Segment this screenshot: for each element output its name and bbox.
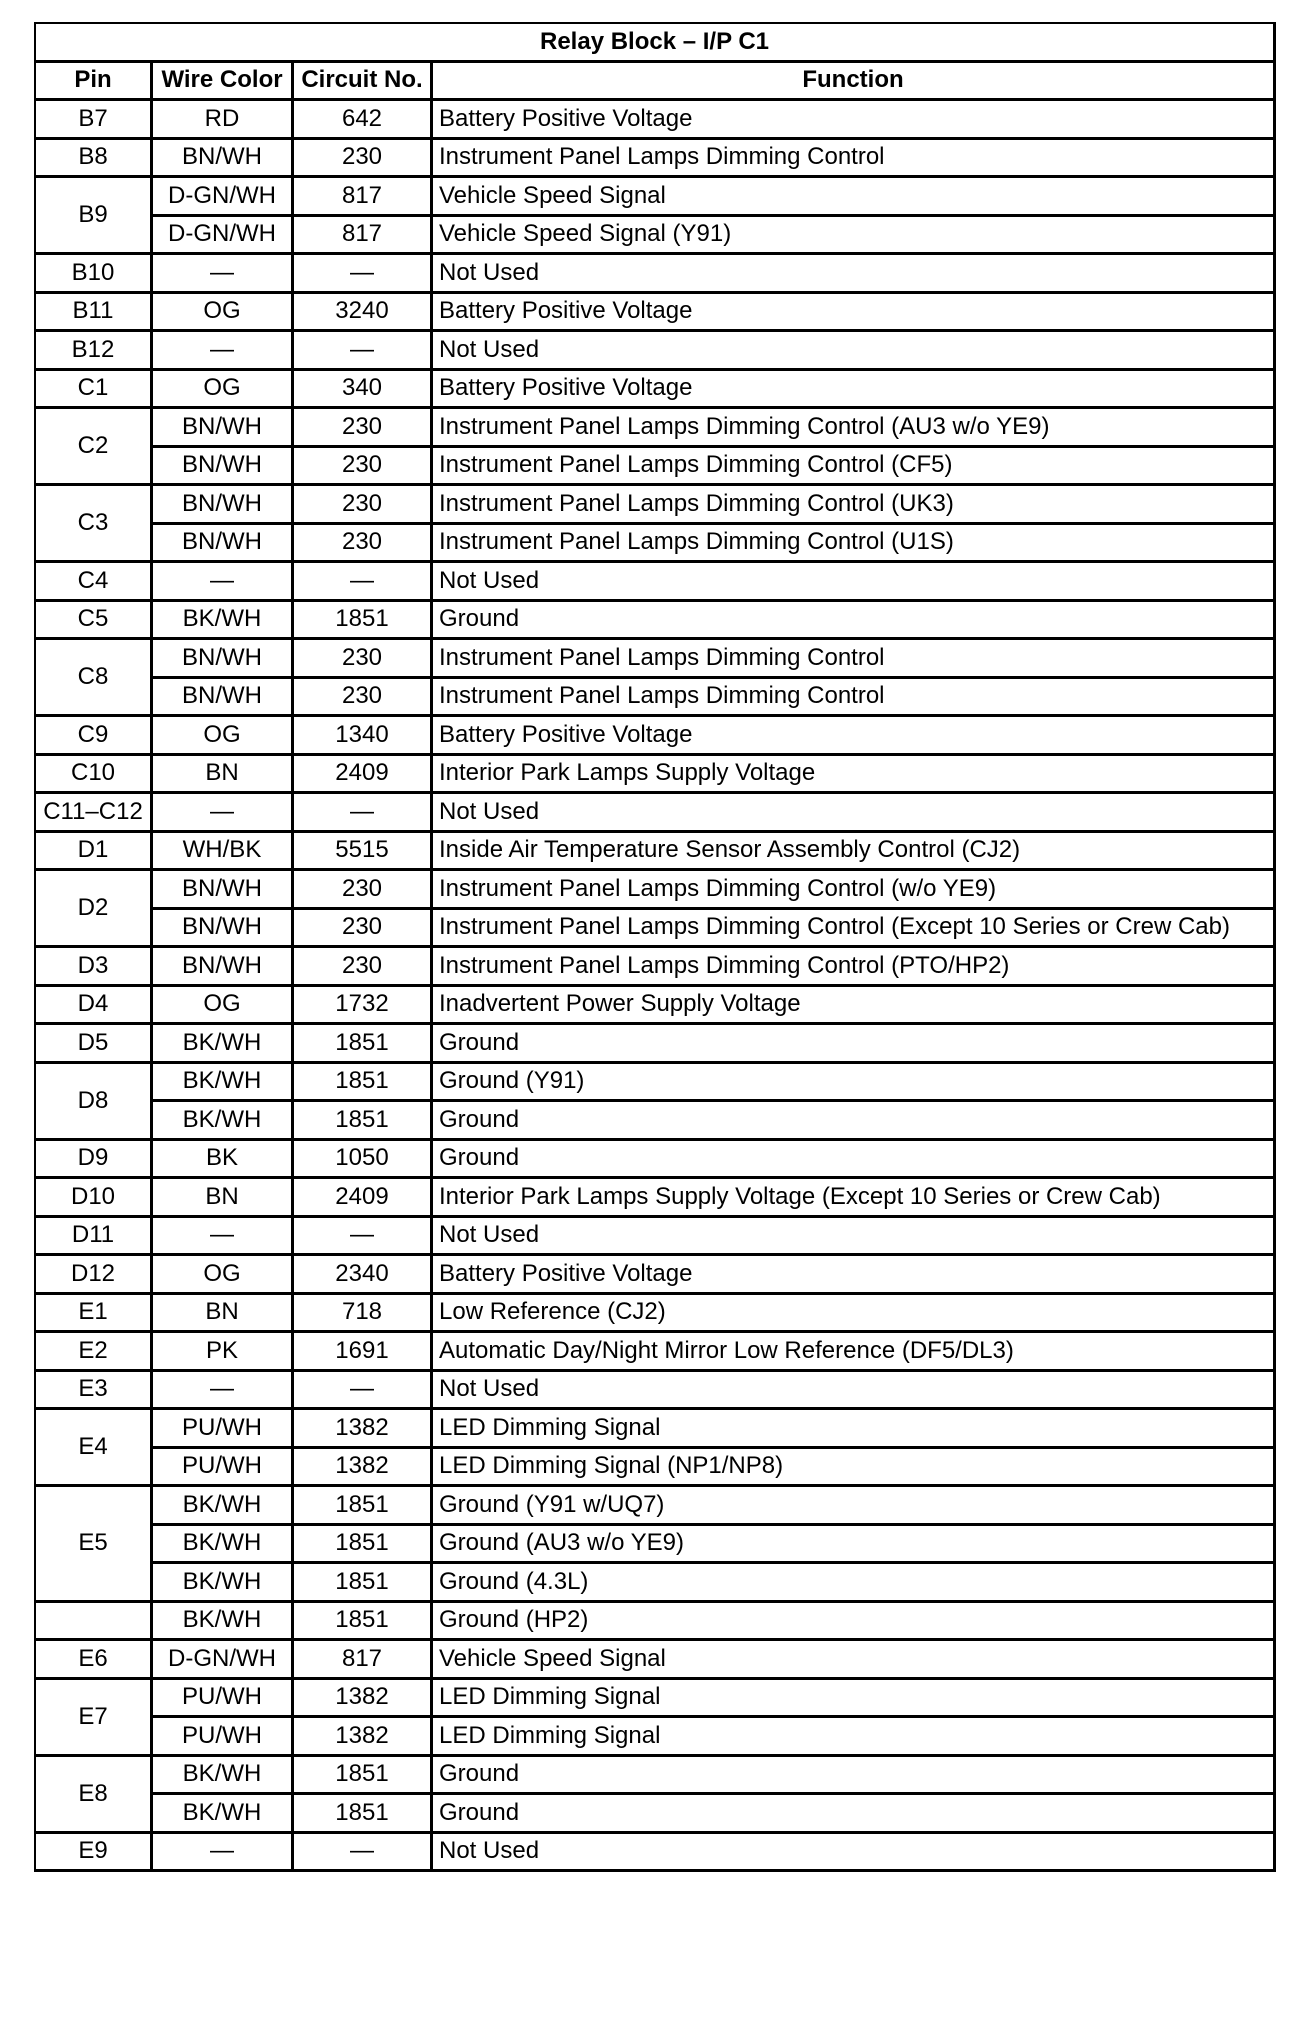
wire-color-cell: BK/WH: [153, 1757, 294, 1796]
table-row: [36, 294, 1276, 333]
pin-cell: E9: [36, 1834, 153, 1873]
function-cell: Not Used: [433, 794, 1276, 833]
pin-cell: D4: [36, 987, 153, 1026]
pin-cell: C9: [36, 717, 153, 756]
table-row: [36, 1218, 1276, 1257]
circuit-no-cell: 1382: [294, 1718, 433, 1757]
table-row: [36, 948, 1276, 987]
function-cell: Ground: [433, 1025, 1276, 1064]
circuit-no-cell: 1851: [294, 1526, 433, 1565]
wire-color-cell: RD: [153, 101, 294, 140]
function-cell: Automatic Day/Night Mirror Low Reference (DF5/DL3): [433, 1333, 1276, 1372]
wire-color-cell: —: [153, 1834, 294, 1873]
function-cell: Ground: [433, 1102, 1276, 1141]
table-head: [36, 24, 1276, 101]
wire-color-cell: BN: [153, 1295, 294, 1334]
function-cell: Ground (Y91): [433, 1064, 1276, 1103]
circuit-no-cell: —: [294, 255, 433, 294]
table-row: [36, 1333, 1276, 1372]
table-row: [36, 1410, 1276, 1449]
pin-cell: E7: [36, 1680, 153, 1757]
circuit-no-cell: 1851: [294, 602, 433, 641]
function-cell: Not Used: [433, 1218, 1276, 1257]
function-cell: Battery Positive Voltage: [433, 371, 1276, 410]
table-row: [36, 525, 1276, 564]
circuit-no-cell: 1851: [294, 1025, 433, 1064]
function-cell: Inadvertent Power Supply Voltage: [433, 987, 1276, 1026]
relay-block-document: [34, 22, 1274, 1872]
table-row: [36, 140, 1276, 179]
wire-color-cell: BN: [153, 756, 294, 795]
wire-color-cell: BN/WH: [153, 640, 294, 679]
function-cell: Ground: [433, 1757, 1276, 1796]
wire-color-cell: BN/WH: [153, 525, 294, 564]
function-cell: Vehicle Speed Signal: [433, 1641, 1276, 1680]
table-row: [36, 1064, 1276, 1103]
circuit-no-cell: —: [294, 563, 433, 602]
table-row: [36, 1795, 1276, 1834]
table-row: [36, 448, 1276, 487]
table-row: [36, 1102, 1276, 1141]
wire-color-cell: —: [153, 563, 294, 602]
table-row: [36, 1603, 1276, 1642]
circuit-no-cell: 1691: [294, 1333, 433, 1372]
circuit-no-cell: 230: [294, 871, 433, 910]
circuit-no-cell: 1851: [294, 1603, 433, 1642]
wire-color-cell: BN/WH: [153, 948, 294, 987]
function-cell: Instrument Panel Lamps Dimming Control (UK3): [433, 486, 1276, 525]
pin-cell: E1: [36, 1295, 153, 1334]
circuit-no-cell: —: [294, 1372, 433, 1411]
wire-color-cell: PK: [153, 1333, 294, 1372]
table-row: [36, 332, 1276, 371]
table-row: [36, 1449, 1276, 1488]
function-cell: Not Used: [433, 255, 1276, 294]
wire-color-cell: —: [153, 1218, 294, 1257]
table-row: [36, 1372, 1276, 1411]
table-row: [36, 794, 1276, 833]
function-cell: Ground: [433, 602, 1276, 641]
wire-color-cell: PU/WH: [153, 1449, 294, 1488]
circuit-no-cell: 718: [294, 1295, 433, 1334]
table-row: [36, 563, 1276, 602]
function-cell: Instrument Panel Lamps Dimming Control (w/o YE9): [433, 871, 1276, 910]
circuit-no-cell: 230: [294, 910, 433, 949]
table-row: [36, 1141, 1276, 1180]
table-row: [36, 1295, 1276, 1334]
pin-cell: D10: [36, 1179, 153, 1218]
pin-cell: D11: [36, 1218, 153, 1257]
circuit-no-cell: 1382: [294, 1410, 433, 1449]
function-cell: Battery Positive Voltage: [433, 717, 1276, 756]
circuit-no-cell: 230: [294, 679, 433, 718]
circuit-no-cell: 3240: [294, 294, 433, 333]
header-wire-color: Wire Color: [153, 63, 294, 102]
function-cell: Ground (AU3 w/o YE9): [433, 1526, 1276, 1565]
wire-color-cell: BN/WH: [153, 409, 294, 448]
function-cell: Not Used: [433, 1372, 1276, 1411]
function-cell: Battery Positive Voltage: [433, 294, 1276, 333]
table-row: [36, 101, 1276, 140]
function-cell: Instrument Panel Lamps Dimming Control: [433, 679, 1276, 718]
wire-color-cell: OG: [153, 717, 294, 756]
function-cell: Instrument Panel Lamps Dimming Control (PTO/HP2): [433, 948, 1276, 987]
table-row: [36, 1718, 1276, 1757]
wire-color-cell: D-GN/WH: [153, 217, 294, 256]
title-row: [36, 24, 1276, 63]
header-circuit-no: Circuit No.: [294, 63, 433, 102]
wire-color-cell: BK/WH: [153, 602, 294, 641]
circuit-no-cell: 817: [294, 217, 433, 256]
table-row: [36, 409, 1276, 448]
circuit-no-cell: 1851: [294, 1564, 433, 1603]
table-row: [36, 1179, 1276, 1218]
wire-color-cell: BN: [153, 1179, 294, 1218]
wire-color-cell: BK: [153, 1141, 294, 1180]
circuit-no-cell: 817: [294, 1641, 433, 1680]
pin-cell: B10: [36, 255, 153, 294]
pin-cell: C3: [36, 486, 153, 563]
function-cell: LED Dimming Signal: [433, 1680, 1276, 1719]
wire-color-cell: OG: [153, 294, 294, 333]
wire-color-cell: BK/WH: [153, 1487, 294, 1526]
header-function: Function: [433, 63, 1276, 102]
pin-cell: E5: [36, 1487, 153, 1603]
circuit-no-cell: 230: [294, 140, 433, 179]
function-cell: Battery Positive Voltage: [433, 1256, 1276, 1295]
table-row: [36, 1757, 1276, 1796]
pin-cell: B7: [36, 101, 153, 140]
table-row: [36, 910, 1276, 949]
pin-cell: C2: [36, 409, 153, 486]
wire-color-cell: OG: [153, 987, 294, 1026]
wire-color-cell: BK/WH: [153, 1564, 294, 1603]
circuit-no-cell: 340: [294, 371, 433, 410]
pin-cell: C10: [36, 756, 153, 795]
function-cell: Not Used: [433, 332, 1276, 371]
circuit-no-cell: 1851: [294, 1487, 433, 1526]
pin-cell: E8: [36, 1757, 153, 1834]
table-row: [36, 255, 1276, 294]
wire-color-cell: BN/WH: [153, 140, 294, 179]
circuit-no-cell: 230: [294, 486, 433, 525]
circuit-no-cell: 1851: [294, 1795, 433, 1834]
table-row: [36, 371, 1276, 410]
header-pin: Pin: [36, 63, 153, 102]
function-cell: Instrument Panel Lamps Dimming Control: [433, 640, 1276, 679]
wire-color-cell: —: [153, 332, 294, 371]
function-cell: Ground: [433, 1795, 1276, 1834]
pin-cell: B12: [36, 332, 153, 371]
circuit-no-cell: 5515: [294, 833, 433, 872]
pin-cell: C8: [36, 640, 153, 717]
function-cell: Inside Air Temperature Sensor Assembly Control (CJ2): [433, 833, 1276, 872]
pin-cell: E4: [36, 1410, 153, 1487]
function-cell: Instrument Panel Lamps Dimming Control (AU3 w/o YE9): [433, 409, 1276, 448]
table-row: [36, 1834, 1276, 1873]
circuit-no-cell: 1050: [294, 1141, 433, 1180]
circuit-no-cell: 1340: [294, 717, 433, 756]
pin-cell: B11: [36, 294, 153, 333]
circuit-no-cell: 1382: [294, 1449, 433, 1488]
pin-cell: C1: [36, 371, 153, 410]
table-row: [36, 871, 1276, 910]
circuit-no-cell: 1851: [294, 1757, 433, 1796]
table-row: [36, 217, 1276, 256]
function-cell: Instrument Panel Lamps Dimming Control (CF5): [433, 448, 1276, 487]
wire-color-cell: —: [153, 255, 294, 294]
wire-color-cell: BN/WH: [153, 679, 294, 718]
pin-cell: C11–C12: [36, 794, 153, 833]
pin-cell: E3: [36, 1372, 153, 1411]
wire-color-cell: BN/WH: [153, 448, 294, 487]
table-row: [36, 756, 1276, 795]
circuit-no-cell: 230: [294, 948, 433, 987]
wire-color-cell: BN/WH: [153, 871, 294, 910]
function-cell: LED Dimming Signal: [433, 1718, 1276, 1757]
circuit-no-cell: 817: [294, 178, 433, 217]
wire-color-cell: OG: [153, 1256, 294, 1295]
circuit-no-cell: 1851: [294, 1064, 433, 1103]
circuit-no-cell: 2409: [294, 756, 433, 795]
relay-block-table: [34, 22, 1276, 1872]
function-cell: LED Dimming Signal (NP1/NP8): [433, 1449, 1276, 1488]
circuit-no-cell: 2409: [294, 1179, 433, 1218]
table-row: [36, 833, 1276, 872]
circuit-no-cell: 2340: [294, 1256, 433, 1295]
wire-color-cell: OG: [153, 371, 294, 410]
wire-color-cell: BK/WH: [153, 1526, 294, 1565]
pin-cell: B8: [36, 140, 153, 179]
table-row: [36, 1680, 1276, 1719]
table-row: [36, 1641, 1276, 1680]
table-row: [36, 679, 1276, 718]
wire-color-cell: BN/WH: [153, 910, 294, 949]
table-row: [36, 1256, 1276, 1295]
circuit-no-cell: 1851: [294, 1102, 433, 1141]
wire-color-cell: BK/WH: [153, 1025, 294, 1064]
pin-cell: E2: [36, 1333, 153, 1372]
circuit-no-cell: 230: [294, 448, 433, 487]
pin-cell: E6: [36, 1641, 153, 1680]
circuit-no-cell: —: [294, 1218, 433, 1257]
circuit-no-cell: 230: [294, 525, 433, 564]
function-cell: Instrument Panel Lamps Dimming Control (Except 10 Series or Crew Cab): [433, 910, 1276, 949]
table-row: [36, 1025, 1276, 1064]
table-row: [36, 178, 1276, 217]
wire-color-cell: BK/WH: [153, 1064, 294, 1103]
function-cell: Vehicle Speed Signal: [433, 178, 1276, 217]
function-cell: Ground (Y91 w/UQ7): [433, 1487, 1276, 1526]
function-cell: LED Dimming Signal: [433, 1410, 1276, 1449]
function-cell: Instrument Panel Lamps Dimming Control: [433, 140, 1276, 179]
circuit-no-cell: 230: [294, 640, 433, 679]
table-row: [36, 602, 1276, 641]
table-title: Relay Block – I/P C1: [36, 24, 1276, 63]
function-cell: Not Used: [433, 1834, 1276, 1873]
pin-cell: D5: [36, 1025, 153, 1064]
function-cell: Interior Park Lamps Supply Voltage (Except 10 Series or Crew Cab): [433, 1179, 1276, 1218]
wire-color-cell: D-GN/WH: [153, 1641, 294, 1680]
function-cell: Low Reference (CJ2): [433, 1295, 1276, 1334]
function-cell: Ground (4.3L): [433, 1564, 1276, 1603]
wire-color-cell: —: [153, 1372, 294, 1411]
pin-cell: C4: [36, 563, 153, 602]
table-row: [36, 717, 1276, 756]
pin-cell: [36, 1603, 153, 1642]
wire-color-cell: BK/WH: [153, 1795, 294, 1834]
circuit-no-cell: 230: [294, 409, 433, 448]
wire-color-cell: PU/WH: [153, 1680, 294, 1719]
table-row: [36, 1564, 1276, 1603]
circuit-no-cell: —: [294, 1834, 433, 1873]
table-row: [36, 1487, 1276, 1526]
circuit-no-cell: —: [294, 794, 433, 833]
pin-cell: C5: [36, 602, 153, 641]
circuit-no-cell: 642: [294, 101, 433, 140]
circuit-no-cell: —: [294, 332, 433, 371]
table-row: [36, 486, 1276, 525]
function-cell: Ground: [433, 1141, 1276, 1180]
function-cell: Vehicle Speed Signal (Y91): [433, 217, 1276, 256]
pin-cell: B9: [36, 178, 153, 255]
pin-cell: D12: [36, 1256, 153, 1295]
wire-color-cell: D-GN/WH: [153, 178, 294, 217]
wire-color-cell: PU/WH: [153, 1718, 294, 1757]
wire-color-cell: BK/WH: [153, 1603, 294, 1642]
pin-cell: D1: [36, 833, 153, 872]
wire-color-cell: PU/WH: [153, 1410, 294, 1449]
table-row: [36, 1526, 1276, 1565]
pin-cell: D8: [36, 1064, 153, 1141]
circuit-no-cell: 1732: [294, 987, 433, 1026]
wire-color-cell: BN/WH: [153, 486, 294, 525]
header-row: [36, 63, 1276, 102]
function-cell: Interior Park Lamps Supply Voltage: [433, 756, 1276, 795]
table-row: [36, 987, 1276, 1026]
function-cell: Ground (HP2): [433, 1603, 1276, 1642]
pin-cell: D9: [36, 1141, 153, 1180]
wire-color-cell: WH/BK: [153, 833, 294, 872]
pin-cell: D2: [36, 871, 153, 948]
circuit-no-cell: 1382: [294, 1680, 433, 1719]
pin-cell: D3: [36, 948, 153, 987]
wire-color-cell: BK/WH: [153, 1102, 294, 1141]
function-cell: Instrument Panel Lamps Dimming Control (U1S): [433, 525, 1276, 564]
function-cell: Battery Positive Voltage: [433, 101, 1276, 140]
table-body: [36, 101, 1276, 1872]
function-cell: Not Used: [433, 563, 1276, 602]
table-row: [36, 640, 1276, 679]
wire-color-cell: —: [153, 794, 294, 833]
